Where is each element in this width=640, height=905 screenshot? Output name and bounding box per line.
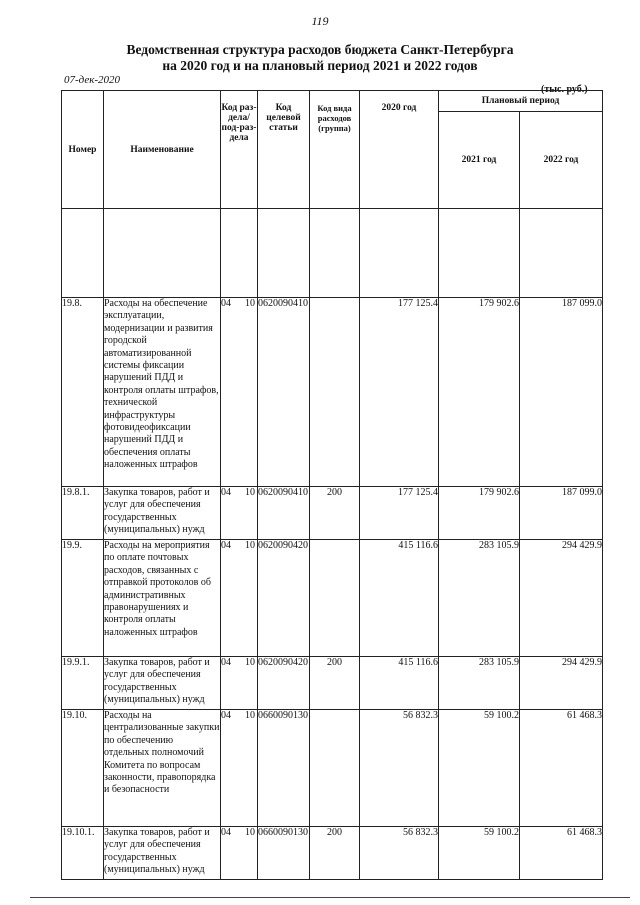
razdel: 04 xyxy=(221,710,231,721)
header-planning-period: Плановый период xyxy=(439,91,603,112)
row-name: Расходы на мероприятия по оплате почтовых расходов, связанных с отправкой протоколов об административных правонарушениях и контроля оплаты наложенных штрафов xyxy=(104,540,221,657)
row-amount-2022: 187 099.0 xyxy=(520,298,603,487)
row-amount-2021: 179 902.6 xyxy=(439,298,520,487)
row-expense-type: 200 xyxy=(310,487,360,540)
row-amount-2020: 177 125.4 xyxy=(360,487,439,540)
table-row xyxy=(62,657,603,710)
row-amount-2020: 177 125.4 xyxy=(360,298,439,487)
row-target-code: 0620090420 xyxy=(258,657,310,710)
row-section-code xyxy=(221,827,258,880)
table-row xyxy=(62,487,603,540)
row-number: 19.8. xyxy=(62,298,104,487)
razdel: 04 xyxy=(221,657,231,668)
row-amount-2022: 61 468.3 xyxy=(520,710,603,827)
header-target-code: Код целевой статьи xyxy=(258,91,310,209)
table-row xyxy=(62,298,603,487)
page-number: 119 xyxy=(311,14,329,28)
title-line-1: Ведомственная структура расходов бюджета Санкт-Петербурга xyxy=(126,42,514,57)
document-date: 07-дек-2020 xyxy=(64,74,121,86)
header-section-code: Код раз-дела/ под-раз-дела xyxy=(221,91,258,209)
table-row xyxy=(62,710,603,827)
row-amount-2021: 283 105.9 xyxy=(439,540,520,657)
row-section-code xyxy=(221,487,258,540)
razdel: 04 xyxy=(221,540,231,551)
row-expense-type xyxy=(310,540,360,657)
header-expense-type-code: Код вида расходов (группа) xyxy=(310,91,360,209)
header-name: Наименование xyxy=(104,91,221,209)
header-year-2022: 2022 год xyxy=(520,112,603,209)
row-target-code: 0620090410 xyxy=(258,298,310,487)
row-number: 19.10. xyxy=(62,710,104,827)
row-amount-2020: 56 832.3 xyxy=(360,827,439,880)
razdel: 04 xyxy=(221,487,231,498)
podrazdel: 10 xyxy=(245,827,255,838)
header-year-2020: 2020 год xyxy=(360,91,439,209)
row-name: Расходы на централизованные закупки по обеспечению отдельных полномочий Комитета по вопросам законности, правопорядка и безопасности xyxy=(104,710,221,827)
header-number: Номер xyxy=(62,91,104,209)
title-line-2: на 2020 год и на плановый период 2021 и 2022 годов xyxy=(162,58,478,73)
podrazdel: 10 xyxy=(245,540,255,551)
row-target-code: 0660090130 xyxy=(258,710,310,827)
row-target-code: 0620090420 xyxy=(258,540,310,657)
podrazdel: 10 xyxy=(245,710,255,721)
units-label: (тыс. руб.) xyxy=(541,84,588,95)
row-section-code xyxy=(221,657,258,710)
row-expense-type: 200 xyxy=(310,657,360,710)
row-amount-2021: 283 105.9 xyxy=(439,657,520,710)
scan-edge-line xyxy=(30,897,630,898)
razdel: 04 xyxy=(221,827,231,838)
row-amount-2021: 179 902.6 xyxy=(439,487,520,540)
document-title xyxy=(0,42,640,74)
blank-row xyxy=(62,209,603,298)
row-amount-2022: 187 099.0 xyxy=(520,487,603,540)
header-year-2021: 2021 год xyxy=(439,112,520,209)
budget-table xyxy=(61,90,603,880)
podrazdel: 10 xyxy=(245,487,255,498)
row-expense-type: 200 xyxy=(310,827,360,880)
row-number: 19.8.1. xyxy=(62,487,104,540)
row-name: Расходы на обеспечение эксплуатации, модернизации и развития городской автоматизированной системы фиксации нарушений ПДД и контроля оплаты штрафов, технической инфраструктуры фотовидеофиксации нарушений ПДД и обеспечения оплаты наложенных штрафов xyxy=(104,298,221,487)
row-number: 19.9.1. xyxy=(62,657,104,710)
podrazdel: 10 xyxy=(245,298,255,309)
row-amount-2020: 415 116.6 xyxy=(360,540,439,657)
row-amount-2021: 59 100.2 xyxy=(439,827,520,880)
row-amount-2020: 56 832.3 xyxy=(360,710,439,827)
row-amount-2022: 294 429.9 xyxy=(520,657,603,710)
row-number: 19.9. xyxy=(62,540,104,657)
row-target-code: 0660090130 xyxy=(258,827,310,880)
row-number: 19.10.1. xyxy=(62,827,104,880)
row-amount-2022: 61 468.3 xyxy=(520,827,603,880)
row-section-code xyxy=(221,298,258,487)
row-section-code xyxy=(221,540,258,657)
header-row xyxy=(62,91,603,112)
row-amount-2021: 59 100.2 xyxy=(439,710,520,827)
podrazdel: 10 xyxy=(245,657,255,668)
row-target-code: 0620090410 xyxy=(258,487,310,540)
row-name: Закупка товаров, работ и услуг для обеспечения государственных (муниципальных) нужд xyxy=(104,827,221,880)
row-section-code xyxy=(221,710,258,827)
table-row xyxy=(62,540,603,657)
razdel: 04 xyxy=(221,298,231,309)
row-amount-2020: 415 116.6 xyxy=(360,657,439,710)
row-amount-2022: 294 429.9 xyxy=(520,540,603,657)
table-row xyxy=(62,827,603,880)
row-name: Закупка товаров, работ и услуг для обеспечения государственных (муниципальных) нужд xyxy=(104,487,221,540)
row-expense-type xyxy=(310,710,360,827)
row-name: Закупка товаров, работ и услуг для обеспечения государственных (муниципальных) нужд xyxy=(104,657,221,710)
row-expense-type xyxy=(310,298,360,487)
